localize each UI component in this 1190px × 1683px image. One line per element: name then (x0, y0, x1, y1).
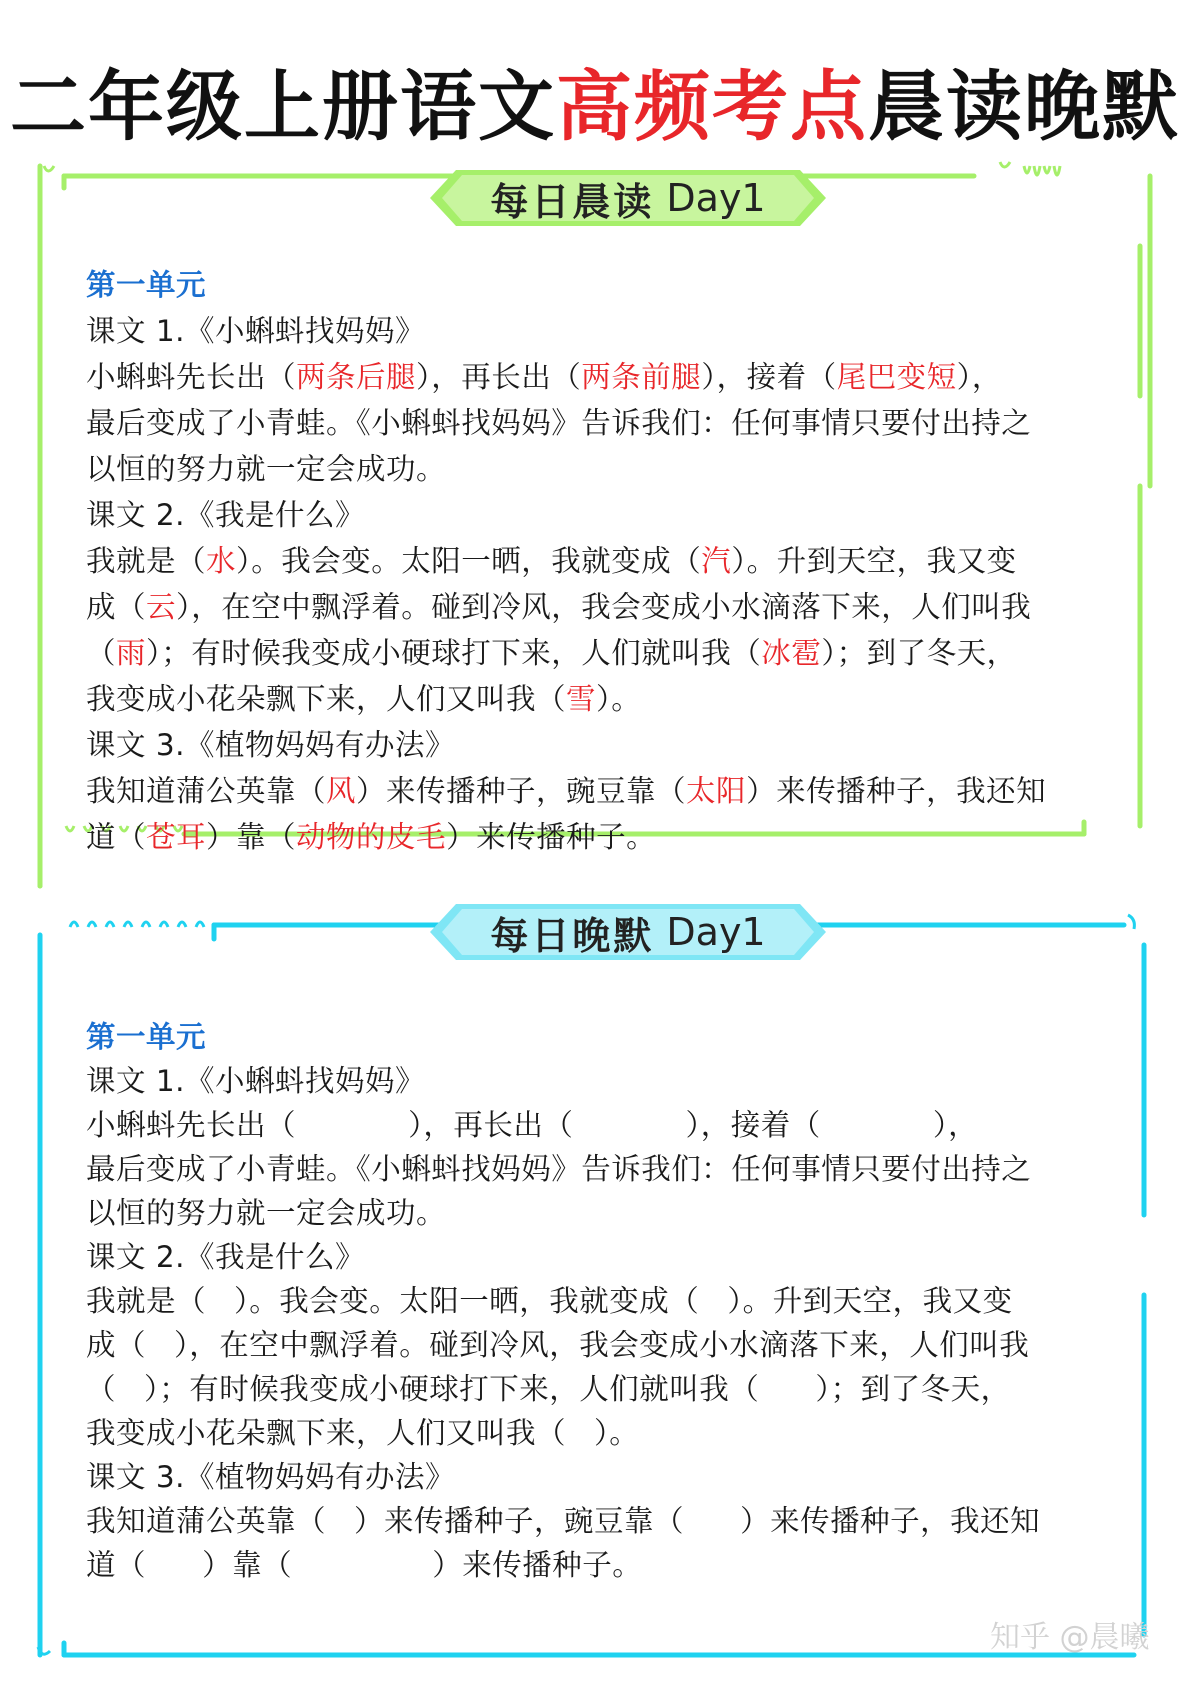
answer-text: 苍耳 (146, 820, 207, 854)
answer-text: 两条后腿 (296, 360, 417, 394)
text-line (86, 354, 1116, 400)
text-segment: 以恒的努力就一定会成功。 (86, 452, 447, 486)
text-segment: ），再长出（ (416, 360, 582, 394)
answer-text: 太阳 (686, 774, 747, 808)
morning-content (86, 262, 1116, 860)
text-segment: ）来传播种子。 (446, 820, 657, 854)
text-line (86, 1191, 1116, 1235)
text-segment: ）。升到天空，我又变 (727, 1284, 1013, 1318)
answer-text: 汽 (701, 544, 732, 578)
lesson-title: 课文 1.《小蝌蚪找妈妈》 (86, 1064, 426, 1098)
text-segment: ）。升到天空，我又变 (731, 544, 1017, 578)
text-line (86, 630, 1116, 676)
text-segment: 道（ (86, 820, 147, 854)
morning-lessons (86, 308, 1116, 860)
text-segment: 最后变成了小青蛙。《小蝌蚪找妈妈》告诉我们：任何事情只要付出持之 (86, 1152, 1032, 1186)
text-segment: 成（ (86, 590, 147, 624)
text-segment: （ (86, 1372, 117, 1406)
text-line (86, 814, 1116, 860)
evening-content (86, 1015, 1116, 1587)
title-highlight: 高频考点 (556, 62, 868, 151)
answer-text: 雪 (566, 682, 597, 716)
text-line (86, 1411, 1116, 1455)
text-segment: ）来传播种子，豌豆靠（ (356, 774, 687, 808)
text-segment: ）靠（ (202, 1548, 293, 1582)
text-segment: ）来传播种子，我还知 (746, 774, 1047, 808)
lesson-title: 课文 1.《小蝌蚪找妈妈》 (86, 314, 426, 348)
answer-text: 尾巴变短 (836, 360, 957, 394)
text-segment: ）。我会变。太阳一晒，我就变成（ (236, 544, 702, 578)
text-segment: ）；有时候我变成小硬球打下来，人们就叫我（ (146, 636, 762, 670)
answer-text: 风 (326, 774, 357, 808)
text-segment: 小蝌蚪先长出（ (86, 1108, 297, 1142)
text-segment: 我变成小花朵飘下来，人们又叫我（ (86, 682, 567, 716)
text-line (86, 1323, 1116, 1367)
lesson-title: 课文 2.《我是什么》 (86, 1240, 366, 1274)
lesson-title: 课文 3.《植物妈妈有办法》 (86, 1460, 456, 1494)
text-segment: 我知道蒲公英靠（ (86, 774, 327, 808)
text-segment: ）， (956, 360, 1002, 394)
text-segment: 我变成小花朵飘下来，人们又叫我（ (86, 1416, 567, 1450)
answer-text: 雨 (116, 636, 147, 670)
lesson-title: 课文 2.《我是什么》 (86, 498, 366, 532)
text-line (86, 1543, 1116, 1587)
text-segment: ）， (932, 1108, 979, 1142)
text-segment: ），接着（ (701, 360, 837, 394)
text-line (86, 1279, 1116, 1323)
morning-reading-panel (34, 166, 1156, 894)
evening-banner (430, 904, 826, 960)
evening-dictation-panel (34, 910, 1156, 1675)
text-segment: ）。 (594, 1416, 640, 1450)
answer-text: 云 (146, 590, 177, 624)
morning-banner-label: 每日晨读 (490, 178, 655, 224)
text-segment: ）来传播种子。 (432, 1548, 643, 1582)
text-segment: 成（ (86, 1328, 147, 1362)
text-line (86, 446, 1116, 492)
text-segment: 小蝌蚪先长出（ (86, 360, 297, 394)
text-line (86, 1147, 1116, 1191)
text-line (86, 1367, 1116, 1411)
text-segment: ）来传播种子，我还知 (740, 1504, 1041, 1538)
text-line (86, 400, 1116, 446)
text-line (86, 584, 1116, 630)
text-segment: 道（ (86, 1548, 147, 1582)
text-segment: ），在空中飘浮着。碰到冷风，我会变成小水滴落下来，人们叫我 (176, 590, 1032, 624)
text-segment: ）。我会变。太阳一晒，我就变成（ (234, 1284, 700, 1318)
text-segment: （ (86, 636, 117, 670)
unit-heading: 第一单元 (86, 1020, 207, 1054)
text-segment: ）；到了冬天， (815, 1372, 1011, 1406)
text-segment: ）；有时候我变成小硬球打下来，人们就叫我（ (144, 1372, 760, 1406)
text-line (86, 1103, 1116, 1147)
text-segment: 我知道蒲公英靠（ (86, 1504, 327, 1538)
text-segment: ）来传播种子，豌豆靠（ (354, 1504, 685, 1538)
text-line (86, 1499, 1116, 1543)
text-segment: 最后变成了小青蛙。《小蝌蚪找妈妈》告诉我们：任何事情只要付出持之 (86, 406, 1032, 440)
evening-banner-day: Day1 (666, 910, 766, 954)
text-line (86, 676, 1116, 722)
text-segment: 我就是（ (86, 1284, 207, 1318)
watermark: 知乎 @晨曦 (990, 1620, 1150, 1655)
text-segment: ），再长出（ (408, 1108, 574, 1142)
answer-text: 两条前腿 (581, 360, 702, 394)
lesson-title: 课文 3.《植物妈妈有办法》 (86, 728, 456, 762)
text-segment: ），接着（ (685, 1108, 821, 1142)
evening-banner-label: 每日晚默 (490, 912, 655, 958)
answer-text: 水 (206, 544, 237, 578)
text-segment: 我就是（ (86, 544, 207, 578)
morning-banner-day: Day1 (666, 176, 766, 220)
page-title (0, 52, 1190, 162)
morning-banner (430, 170, 826, 226)
evening-lessons (86, 1059, 1116, 1587)
title-prefix: 二年级上册语文 (10, 62, 556, 151)
text-segment: ）。 (596, 682, 642, 716)
title-suffix: 晨读晚默 (868, 62, 1180, 151)
unit-heading: 第一单元 (86, 268, 207, 302)
answer-text: 冰雹 (761, 636, 822, 670)
text-line (86, 768, 1116, 814)
text-line (86, 538, 1116, 584)
answer-text: 动物的皮毛 (296, 820, 447, 854)
text-segment: ）靠（ (206, 820, 297, 854)
text-segment: ），在空中飘浮着。碰到冷风，我会变成小水滴落下来，人们叫我 (174, 1328, 1030, 1362)
text-segment: ）；到了冬天， (821, 636, 1017, 670)
text-segment: 以恒的努力就一定会成功。 (86, 1196, 447, 1230)
